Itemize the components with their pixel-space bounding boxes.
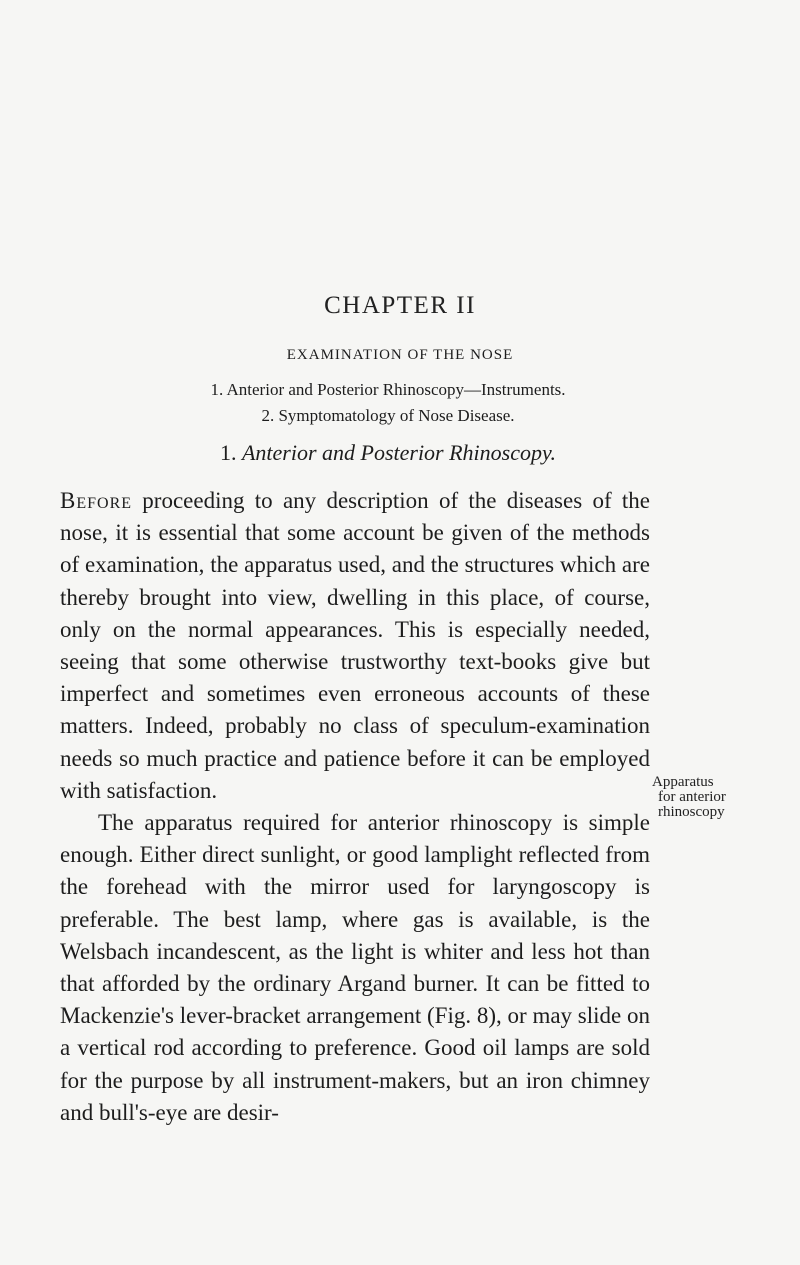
paragraph-1 [60, 485, 650, 807]
paragraph-2: The apparatus required for anterior rhinoscopy is simple enough. Either direct sunlight, or good lamplight reflected from the forehead with the mirror used for laryngoscopy is preferable. The best lamp, where gas is available, is the Welsbach incandescent, as the light is whiter and less hot than that afforded by the ordinary Argand burner. It can be fitted to Mackenzie's lever-bracket arrangement (Fig. 8), or may slide on a vertical rod according to preference. Good oil lamps are sold for the purpose by all instrument-makers, but an iron chimney and bull's-eye are desir- [60, 810, 650, 1125]
contents-item-2: 2. Symptomatology of Nose Disease. [261, 406, 515, 425]
body-text [60, 485, 650, 1129]
section-title: EXAMINATION OF THE NOSE [286, 347, 514, 363]
paragraph-1-text: proceeding to any description of the diseases of the nose, it is essential that some account be given of the methods of examination, the apparatus used, and the structures which are thereby brought into view, dwelling in this place, of course, only on the normal appearances. This is especially needed, seeing that some otherwise trustworthy text-books give but imperfect and sometimes even erroneous accounts of these matters. Indeed, probably no class of speculum-examination needs so much practice and patience before it can be employed with satisfaction. [60, 488, 650, 803]
subheading-title: Anterior and Posterior Rhinoscopy. [241, 440, 557, 465]
subheading [0, 440, 788, 466]
margin-note-line-1: Apparatus [652, 774, 714, 790]
contents-item-1: 1. Anterior and Posterior Rhinoscopy—Instruments. [210, 380, 566, 399]
margin-note-line-3: rhinoscopy [658, 804, 725, 820]
subheading-number: 1. [219, 440, 237, 465]
paragraph-1-lead: Before [60, 488, 133, 513]
chapter-heading: CHAPTER II [324, 292, 476, 319]
margin-note [652, 775, 762, 820]
margin-note-line-2: for anterior [658, 789, 726, 805]
